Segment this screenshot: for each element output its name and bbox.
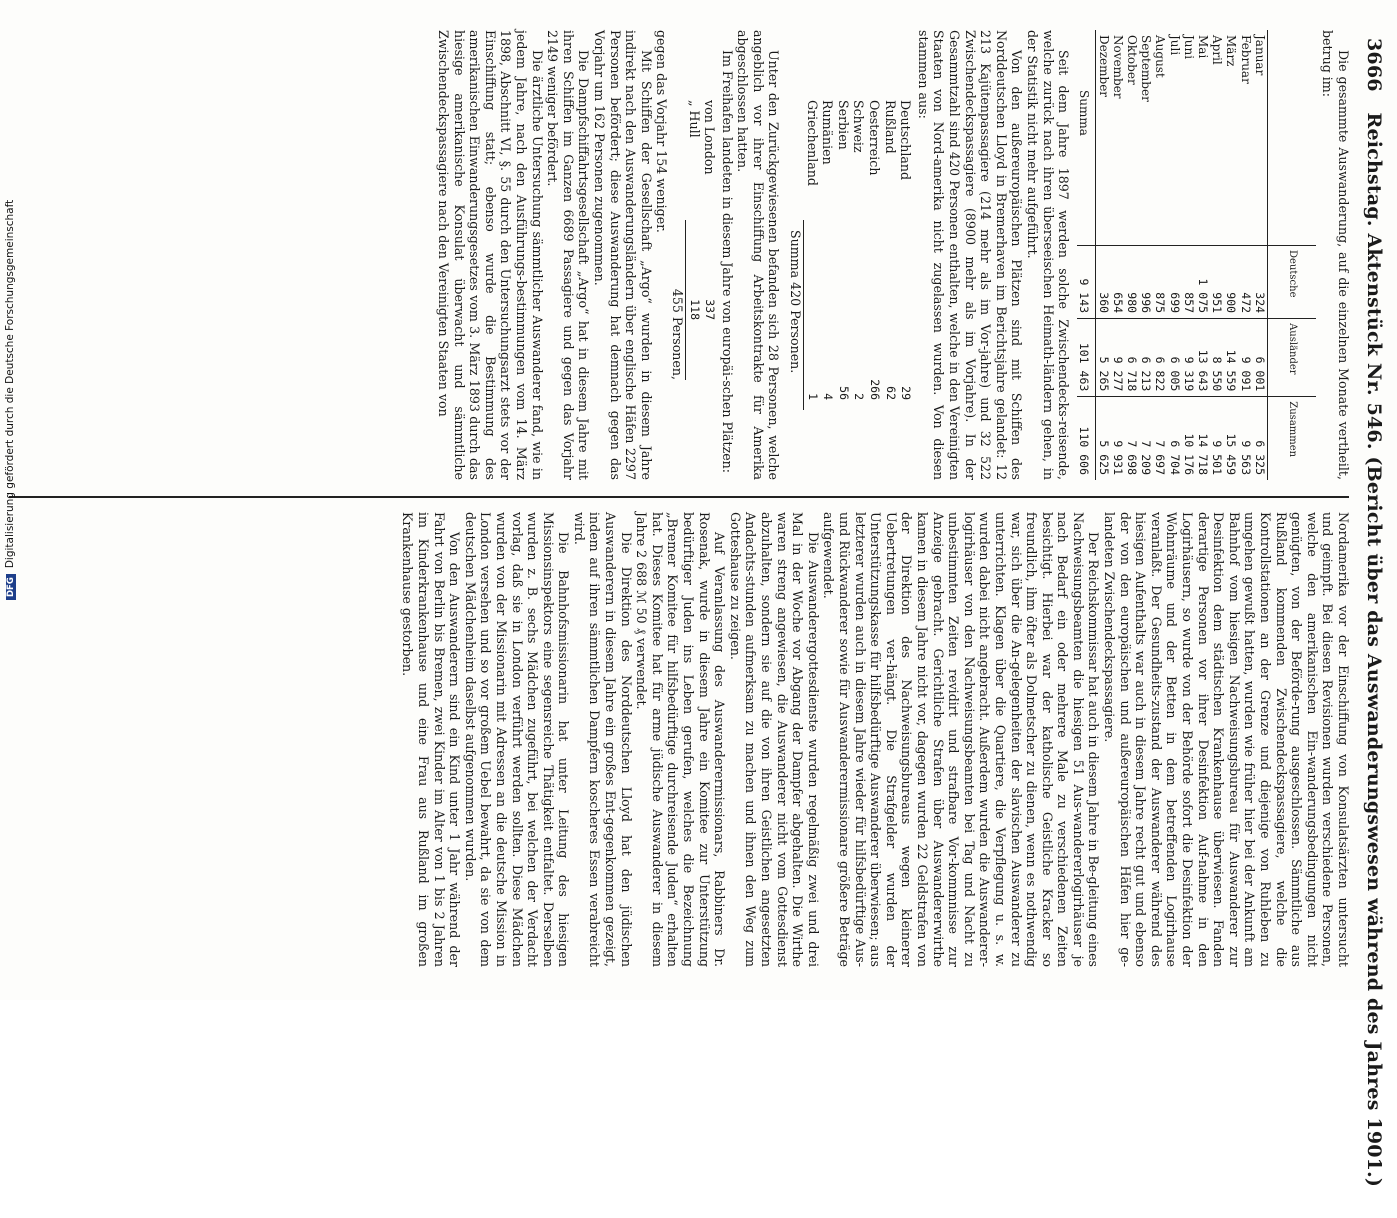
total-label: Summa <box>1077 30 1096 246</box>
table-cell: 9 091 <box>1238 319 1252 397</box>
table-cell: 951 <box>1210 246 1224 319</box>
country-item <box>851 100 867 400</box>
right-column <box>400 512 1351 967</box>
country-item-value: 4 <box>821 393 836 400</box>
table-cell: 980 <box>1125 246 1139 319</box>
total-cell: 101 463 <box>1077 319 1096 397</box>
table-row <box>1125 30 1139 480</box>
country-total <box>787 220 804 410</box>
paragraph: Von den Auswanderern sind ein Kind unter 1 Jahr während der Fahrt von Berlin bis Bremen, zwei Kinder im Alter von 1 bis 2 Jahren im Kinderkrankenhause und eine Frau aus Rußland im großen Krankenhause gestorben. <box>400 512 463 967</box>
table-cell: 6 822 <box>1153 319 1167 397</box>
country-item <box>898 100 914 400</box>
table-cell: 10 176 <box>1182 397 1196 480</box>
table-cell: 14 718 <box>1196 397 1210 480</box>
credit-text: Digitalisierung gefördert durch die Deutsche Forschungsgemeinschaft <box>4 199 16 569</box>
country-total-text: Summa 420 Personen. <box>787 220 804 410</box>
port-item <box>686 100 702 320</box>
table-cell: 9 563 <box>1238 397 1252 480</box>
country-item-value: 2 <box>852 393 867 400</box>
port-total-text: 455 Personen, <box>669 220 686 380</box>
paragraph: Die Dampfschiffahrtsgesellschaft „Argo“ hat in diesem Jahre mit ihren Schiffen im Ganzen 6689 Passagiere und gegen das Vorjahr 2149 weniger befördert. <box>545 30 592 480</box>
table-row <box>1253 30 1268 480</box>
table-cell: 7 209 <box>1139 397 1153 480</box>
table-header-month <box>1267 30 1316 246</box>
paragraph: Die Auswanderergottesdienste wurden regelmäßig zwei und drei Mal in der Woche vor Abgang der Dampfer abgehalten. Die Wirthe waren streng angewiesen, die Auswanderer nicht vom Gottesdienst abzuhalten, sondern sie auf die von ihren Geistlichen angesetzten Andachts-stunden aufmerksam zu machen und ihnen den Weg zum Gotteshause zu zeigen. <box>727 512 821 967</box>
table-cell: 5 625 <box>1096 397 1111 480</box>
country-item <box>820 100 836 400</box>
month-label: Juni <box>1181 35 1196 60</box>
total-cell: 110 606 <box>1077 397 1096 480</box>
country-item <box>882 100 898 400</box>
table-row <box>1182 30 1196 480</box>
table-intro: Die gesammte Auswanderung, auf die einzelnen Monate vertheilt, betrug im: <box>1320 30 1351 480</box>
table-cell: 996 <box>1139 246 1153 319</box>
table-header-col: Deutsche <box>1267 246 1316 319</box>
country-item-name: Rumänien <box>820 100 836 165</box>
paragraph: Von den außereuropäischen Plätzen sind mit Schiffen des Norddeutschen Lloyd in Bremerhaven im Berichtsjahre gelandet: 12 213 Kajütenpassagiere (214 mehr als im Vor-jahre) und 32 522 Zwischendeckspassagiere (8900 mehr als im Vorjahre). In der Gesammtzahl sind 420 Personen enthalten, welche in den Vereinigten Staaten von Nord-amerika nicht zugelassen wurden. Von diesen stammen aus: <box>915 30 1025 480</box>
country-item-value: 56 <box>836 386 851 400</box>
month-label: August <box>1153 35 1168 78</box>
country-item-name: Oesterreich <box>867 100 883 176</box>
paragraph: Nordamerika vor der Einschiffung von Konsulatsärzten untersucht und geimpft. Bei diesen Revisionen wurden verschiedene Personen, welche den amerikanischen Ein-wanderungsbedingungen nicht genügten, von der Beförde-rung ausgeschlossen. Sämmtliche aus Rußland kommenden Zwischendeckspassagiere, welche die Kontrollstationen an der Grenze und diejenige von Ruhleben zu umgehen gewußt hatten, wurden wie früher hier bei der Ankunft am Bahnhof vom hiesigen Nachweisungsbureau für Auswanderer zur Desinfektion dem städtischen Krankenhause überwiesen. Fanden derartige Personen vor ihrer Desinfektion Auf-nahme in den Logirhäusern, so wurde von der Behörde sofort die Desinfektion der Wohnräume und der Betten in dem betreffenden Logirhause veranlaßt. Der Gesundheits-zustand der Auswanderer während des hiesigen Aufenthalts war auch in diesem Jahre recht gut und ebenso der von den europäischen und außereuropäischen Häfen hier ge-landeten Zwischendeckspassagiere. <box>1102 512 1351 967</box>
table-row <box>1153 30 1167 480</box>
paragraph: Die Bahnhofsmissionarin hat unter Leitung des hiesigen Missionsinspektors eine segensreiche Thätigkeit entfaltet. Derselben wurden z. B. sechs Mädchen zugeführt, bei welchen der Verdacht vorlag, daß sie in London verführt werden sollten. Diese Mädchen wurden von der Missionarin mit Adressen an die deutsche Mission in London versehen und so vor großem Uebel bewahrt, da sie von dem deutschen Mädchenheim daselbst aufgenommen wurden. <box>462 512 572 967</box>
left-column <box>435 30 1351 480</box>
table-cell: 6 001 <box>1253 319 1268 397</box>
month-label: Januar <box>1252 35 1267 76</box>
table-cell: 6 325 <box>1253 397 1268 480</box>
table-cell: 7 698 <box>1125 397 1139 480</box>
table-row <box>1096 30 1111 480</box>
table-cell: 5 265 <box>1096 319 1111 397</box>
paragraph: Im Freihafen landeten in diesem Jahre von europäi-schen Plätzen: <box>719 50 735 474</box>
table-cell: 654 <box>1111 246 1125 319</box>
running-header <box>1363 38 1385 1218</box>
table-row <box>1139 30 1153 480</box>
table-cell: 7 697 <box>1153 397 1167 480</box>
table-cell: 699 <box>1167 246 1181 319</box>
country-item-name: Schweiz <box>851 100 867 153</box>
port-item-name: von London <box>702 100 718 175</box>
column-divider <box>9 496 1349 498</box>
port-item <box>702 100 718 320</box>
table-cell: 1 075 <box>1196 246 1210 319</box>
country-item <box>866 100 882 400</box>
country-item <box>804 100 820 400</box>
port-total <box>669 220 686 380</box>
table-cell: 15 459 <box>1224 397 1238 480</box>
table-header-col: Ausländer <box>1267 319 1316 397</box>
total-cell: 9 143 <box>1077 246 1096 319</box>
table-cell: 9 277 <box>1111 319 1125 397</box>
table-cell: 6 005 <box>1167 319 1181 397</box>
table-cell: 6 718 <box>1125 319 1139 397</box>
month-label: März <box>1224 35 1239 67</box>
table-cell: 9 931 <box>1111 397 1125 480</box>
paragraph: Die Direktion des Norddeutschen Lloyd hat den jüdischen Auswanderern in diesem Jahre ein großes Ent-gegenkommen gezeigt, indem auf ihren sämmtlichen Dampfern koscheres Essen verabreicht wird. <box>571 512 634 967</box>
paragraph: Auf Veranlassung des Auswanderermissionars, Rabbiners Dr. Rosenak, wurde in diesem Jahre ein Komitee zur Unterstützung bedürftiger Juden ins Leben gerufen, welches die Bezeichnung „Bremer Komitee für hilfsbedürftige durchreisende Juden“ erhalten hat. Dieses Komitee hat für arme jüdische Auswanderer in diesem Jahre 2 688 ℳ 50 ₰ verwendet. <box>634 512 728 967</box>
country-item <box>835 100 851 400</box>
table-cell: 6 704 <box>1167 397 1181 480</box>
table-header-col: Zusammen <box>1267 397 1316 480</box>
table-cell: 472 <box>1238 246 1252 319</box>
month-label: Juli <box>1167 35 1182 56</box>
port-item-name: „ Hull <box>686 100 702 138</box>
month-label: Februar <box>1238 35 1253 84</box>
month-label: Mai <box>1196 35 1210 59</box>
country-item-value: 266 <box>868 379 883 400</box>
country-item-name: Griechenland <box>804 100 820 186</box>
month-label: November <box>1110 35 1125 99</box>
table-total-row <box>1077 30 1096 480</box>
table-cell: 13 643 <box>1196 319 1210 397</box>
table-header-row <box>1267 30 1316 480</box>
table-cell: 360 <box>1096 246 1111 319</box>
country-list <box>804 100 913 400</box>
dfg-credit <box>4 199 20 600</box>
country-item-name: Rußland <box>882 100 898 154</box>
port-list <box>686 100 717 320</box>
table-cell: 875 <box>1153 246 1167 319</box>
table-row <box>1210 30 1224 480</box>
table-cell: 9 319 <box>1182 319 1196 397</box>
paragraph: Seit dem Jahre 1897 werden solche Zwischendecks-reisende, welche zurück nach ihren überseeischen Heimath-ländern gehen, in der Statistik nicht mehr aufgeführt. <box>1024 30 1072 480</box>
country-item-value: 62 <box>883 386 898 400</box>
table-cell: 9 501 <box>1210 397 1224 480</box>
table-row <box>1196 30 1210 480</box>
page-number: 3666 <box>1363 38 1385 92</box>
table-cell: 6 213 <box>1139 319 1153 397</box>
table-cell: 324 <box>1253 246 1268 319</box>
table-row <box>1111 30 1125 480</box>
table-cell: 8 550 <box>1210 319 1224 397</box>
table-row <box>1167 30 1181 480</box>
table-cell: 900 <box>1224 246 1238 319</box>
country-item-value: 1 <box>805 393 820 400</box>
emigration-table <box>1077 30 1316 480</box>
table-cell: 857 <box>1182 246 1196 319</box>
paragraph: Der Reichskommissar hat auch in diesem Jahre in Be-gleitung eines Nachweisungsbeamten die hiesigen 51 Aus-wandererlogirhäuser je nach Bedarf ein oder mehrere Male zu verschiedenen Zeiten besichtigt. Hierbei war der katholische Geistliche Kracker so freundlich, ihm öfter als Dolmetscher zu dienen, wenn es nothwendig war, sich über die An-gelegenheiten der slavischen Auswanderer zu unterrichten. Klagen über die Quartiere, die Verpflegung u. s. w. wurden dabei nicht angebracht. Außerdem wurden die Auswanderer-logirhäuser von den Nachweisungsbeamten bei Tag und Nacht zu unbestimmten Zeiten revidirt und strafbare Vor-kommnisse zur Anzeige gebracht. Gerichtliche Strafen über Auswandererwirthe kamen in diesem Jahre nicht vor, dagegen wurden 22 Geldstrafen von der Direktion des Nachweisungsbureaus wegen kleinerer Uebertretungen ver-hängt. Die Strafgelder wurden der Unterstützungskasse für hilfsbedürftige Auswanderer überwiesen; aus letzterer wurden auch in diesem Jahre wieder für hilfsbedürftige Aus- und Rückwanderer sowie für Auswanderermissionare größere Beträge aufgewendet. <box>821 512 1102 967</box>
paragraph: Die ärztliche Untersuchung sämmtlicher Auswanderer fand, wie in jedem Jahre, nach den Ausführungs-bestimmungen vom 14. März 1898, Abschnitt VI, §. 55 durch den Untersuchungsarzt stets vor der Einschiffung statt; ebenso wurde die Bestimmung des amerikanischen Einwanderungsgesetzes vom 3. März 1893 durch das hiesige amerikanische Konsulat überwacht und sämmtliche Zwischendeckspassagiere nach den Vereinigten Staaten von <box>436 30 545 480</box>
paragraph: Mit Schiffen der Gesellschaft „Argo“ wurden in diesem Jahre indirekt nach den Auswanderungsländern über englische Häfen 2297 Personen befördert; diese Auswanderung hat demnach gegen das Vorjahr um 162 Personen zugenommen. <box>591 30 654 480</box>
port-item-value: 337 <box>703 299 718 320</box>
month-label: Dezember <box>1096 35 1111 98</box>
paragraph: Unter den Zurückgewiesenen befanden sich 28 Personen, welche angeblich vor ihrer Einschiffung Arbeitskontrakte für Amerika abgeschlossen hatten. <box>735 30 782 480</box>
country-item-name: Deutschland <box>898 100 914 181</box>
header-title: Reichstag. Aktenstück Nr. 546. (Bericht über das Auswanderungswesen während des Jahres 1901.) <box>1363 112 1385 1188</box>
table-row <box>1238 30 1252 480</box>
country-item-name: Serbien <box>835 100 851 150</box>
port-item-value: 118 <box>687 299 702 320</box>
paragraph: gegen das Vorjahr 154 weniger. <box>654 30 670 233</box>
table-cell: 14 559 <box>1224 319 1238 397</box>
country-item-value: 29 <box>899 386 914 400</box>
month-label: Oktober <box>1124 35 1139 85</box>
dfg-logo: DFG <box>6 574 16 600</box>
table-row <box>1224 30 1238 480</box>
month-label: September <box>1139 35 1154 102</box>
month-label: April <box>1210 35 1225 65</box>
